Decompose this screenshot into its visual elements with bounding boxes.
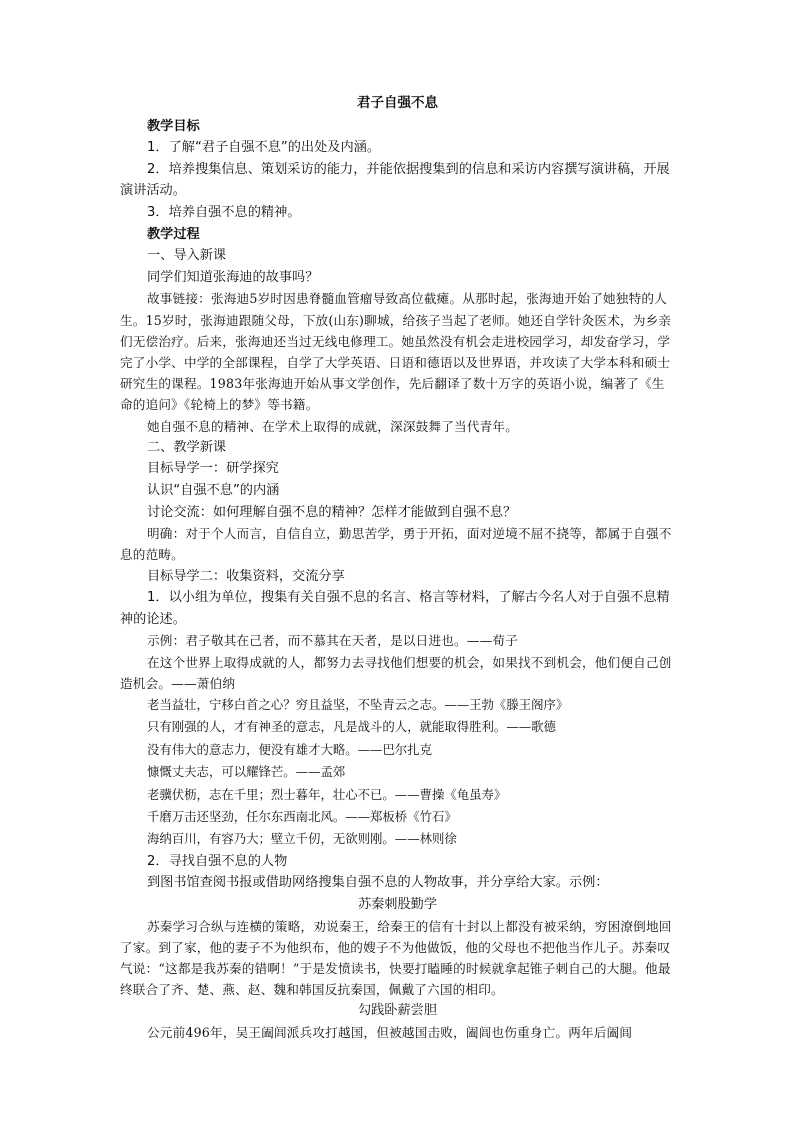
intro-question: 同学们知道张海迪的故事吗？ — [147, 269, 319, 285]
story-link-paragraph: 故事链接：张海迪5岁时因患脊髓血管瘤导致高位截瘫。从那时起，张海迪开始了她独特的人生。15岁时，张海迪跟随父母，下放(山东)聊城，给孩子当起了老师。她还自学针灸医术，为乡亲们无偿治疗。后来，张海迪还当过无线电修理工。她虽然没有机会走进校园学习，却发奋学习，学完了小学、中学的全部课程，自学了大学英语、日语和德语以及世界语，并攻读了大学本科和硕士研究生的课程。1983年张海迪开始从事文学创作，先后翻译了数十万字的英语小说，编著了《生命的追问》《轮椅上的梦》等书籍。 — [120, 291, 672, 413]
goal-item-2: 2．培养搜集信息、策划采访的能力，并能依据搜集到的信息和采访内容撰写演讲稿，开展演讲活动。 — [120, 161, 670, 199]
discussion-prompt: 讨论交流：如何理解自强不息的精神？怎样才能做到自强不息？ — [147, 504, 517, 520]
story-1-text: 苏秦学习合纵与连横的策略，劝说秦王，给秦王的信有十封以上都没有被采纳，穷困潦倒地回了家。到了家，他的妻子不为他织布，他的嫂子不为他做饭，他的父母也不把他当作儿子。苏秦叹气说：“这都是我苏秦的错啊！”于是发愤读书，快要打瞌睡的时候就拿起锥子刺自己的大腿。他最终联合了齐、楚、燕、赵、魏和韩国反抗秦国，佩戴了六国的相印。 — [120, 918, 672, 998]
document-page — [120, 93, 675, 1043]
quote-item: 慷慨丈夫志，可以耀锋芒。——孟郊 — [147, 764, 346, 780]
quote-item: 只有刚强的人，才有神圣的意志，凡是战斗的人，就能取得胜利。——歌德 — [147, 719, 556, 735]
story-1-title: 苏秦刺股勤学 — [357, 896, 438, 912]
section-2-heading: 二、教学新课 — [147, 439, 227, 455]
story-2-text: 公元前496年，吴王阖闾派兵攻打越国，但被越国击败，阖闾也伤重身亡。两年后阖闾 — [147, 1024, 633, 1040]
story-tail-paragraph: 她自强不息的精神、在学术上取得的成就，深深鼓舞了当代青年。 — [147, 418, 519, 434]
task-2-description: 到图书馆查阅书报或借助网络搜集自强不息的人物故事，并分享给大家。示例： — [147, 875, 609, 891]
example-quote-1: 示例：君子敬其在己者，而不慕其在天者，是以日进也。——荀子 — [147, 633, 519, 649]
story-2-title: 勾践卧薪尝胆 — [357, 1003, 438, 1019]
goals-heading: 教学目标 — [147, 118, 200, 134]
goal-item-1: 1．了解“君子自强不息”的出处及内涵。 — [147, 140, 381, 156]
task-1: 1．以小组为单位，搜集有关自强不息的名言、格言等材料，了解古今名人对于自强不息精神的论述。 — [120, 590, 670, 627]
guide-1-subheading: 认识“自强不息”的内涵 — [147, 482, 280, 498]
guide-1-heading: 目标导学一：研学探究 — [147, 461, 279, 477]
quote-item: 海纳百川，有容乃大；壁立千仞，无欲则刚。——林则徐 — [147, 831, 457, 847]
clarify-paragraph: 明确：对于个人而言，自信自立，勤思苦学，勇于开拓，面对逆境不屈不挠等，都属于自强不息的范畴。 — [120, 526, 672, 563]
process-heading: 教学过程 — [147, 226, 200, 242]
goal-item-3: 3．培养自强不息的精神。 — [147, 204, 301, 220]
quote-item: 老骥伏枥，志在千里；烈士暮年，壮心不已。——曹操《龟虽寿》 — [147, 786, 507, 802]
document-title: 君子自强不息 — [357, 95, 438, 111]
guide-2-heading: 目标导学二：收集资料，交流分享 — [147, 568, 345, 584]
example-quote-2: 在这个世界上取得成就的人，都努力去寻找他们想要的机会，如果找不到机会，他们便自己创造机会。——萧伯纳 — [120, 654, 672, 691]
task-2: 2．寻找自强不息的人物 — [147, 853, 288, 869]
quote-item: 老当益壮，宁移白首之心？穷且益坚，不坠青云之志。——王勃《滕王阁序》 — [147, 696, 569, 712]
quote-item: 没有伟大的意志力，便没有雄才大略。——巴尔扎克 — [147, 741, 432, 757]
quote-item: 千磨万击还坚劲，任尔东西南北风。——郑板桥《竹石》 — [147, 808, 457, 824]
section-1-heading: 一、导入新课 — [147, 248, 227, 264]
